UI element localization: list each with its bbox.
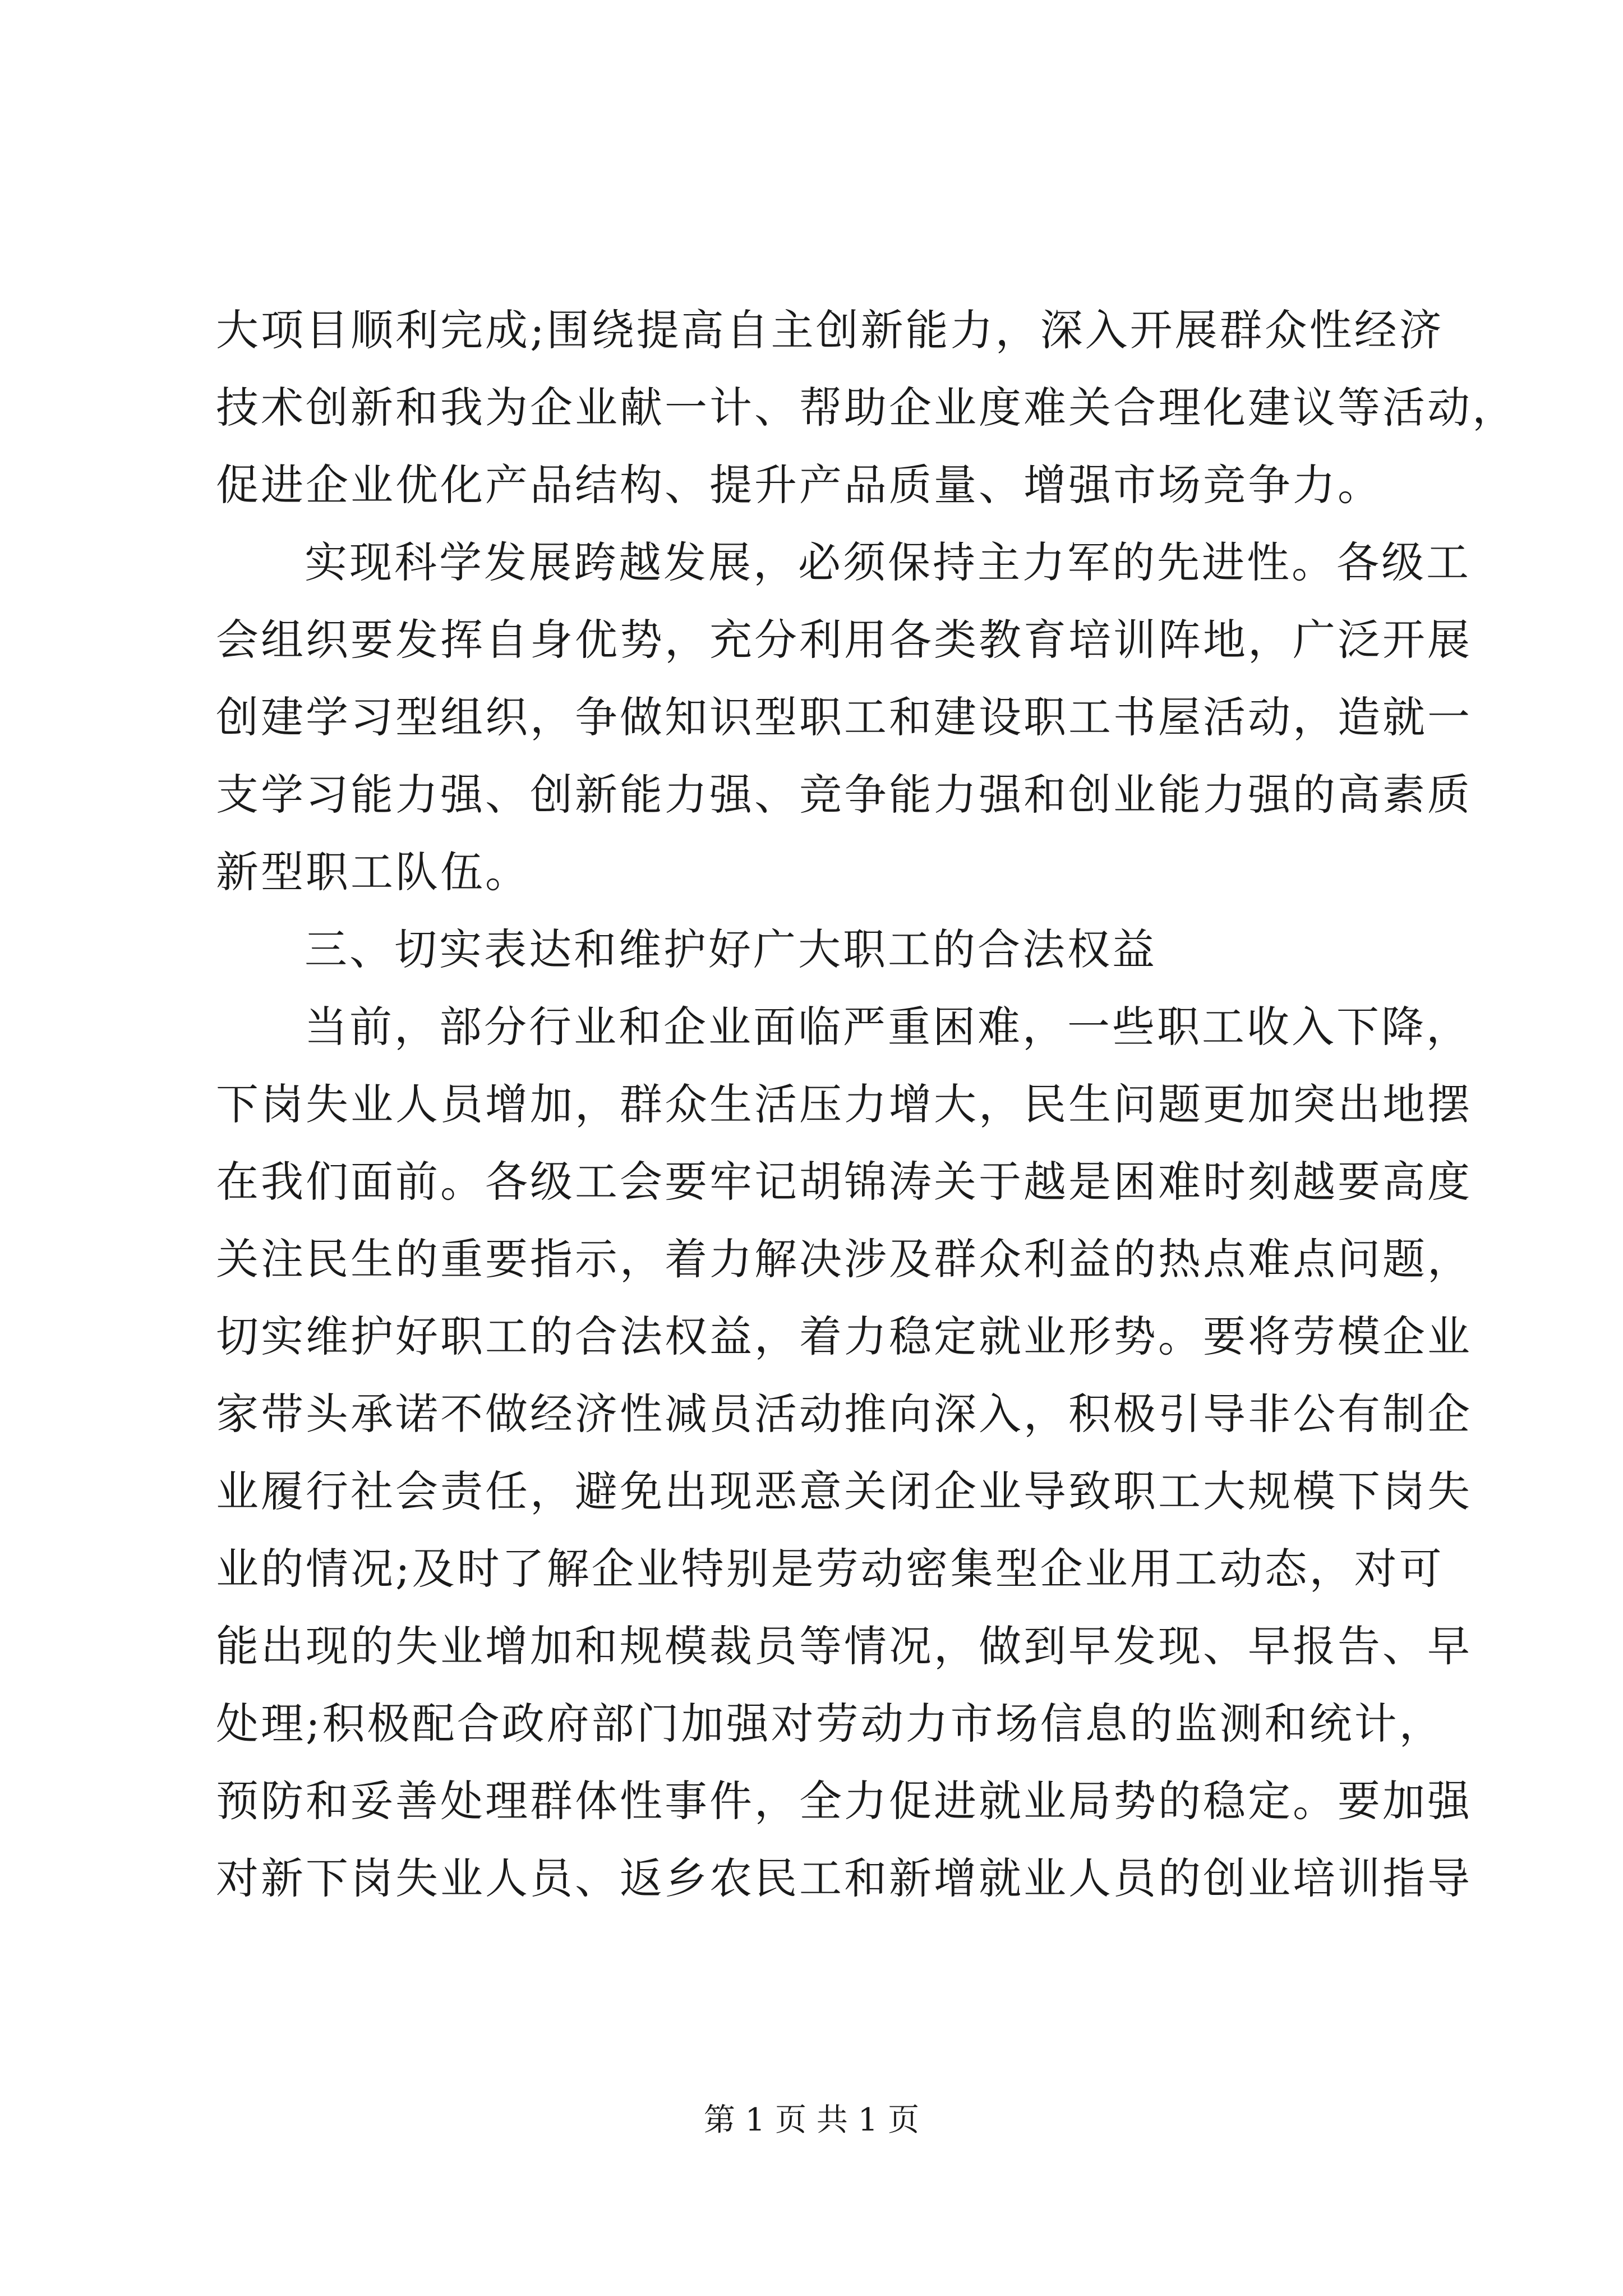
text-line: 处理;积极配合政府部门加强对劳动力市场信息的监测和统计， <box>216 1699 1444 1749</box>
text-line: 预防和妥善处理群体性事件，全力促进就业局势的稳定。要加强 <box>216 1776 1472 1826</box>
text-line: 创建学习型组织，争做知识型职工和建设职工书屋活动，造就一 <box>216 692 1472 742</box>
text-line: 新型职工队伍。 <box>216 847 530 897</box>
text-line: 技术创新和我为企业献一计、帮助企业度难关合理化建议等活动， <box>216 383 1517 432</box>
text-line: 促进企业优化产品结构、提升产品质量、增强市场竞争力。 <box>216 460 1382 510</box>
text-line: 对新下岗失业人员、返乡农民工和新增就业人员的创业培训指导 <box>216 1853 1472 1903</box>
page-number-footer: 第 1 页 共 1 页 <box>703 2102 920 2138</box>
document-body <box>216 292 1517 1917</box>
text-line: 家带头承诺不做经济性减员活动推向深入，积极引导非公有制企 <box>216 1389 1472 1439</box>
text-line: 能出现的失业增加和规模裁员等情况，做到早发现、早报告、早 <box>216 1621 1472 1671</box>
text-line: 下岗失业人员增加，群众生活压力增大，民生问题更加突出地摆 <box>216 1079 1472 1129</box>
text-line: 大项目顺利完成;围绕提高自主创新能力，深入开展群众性经济 <box>216 305 1444 355</box>
paragraph-first-line: 实现科学发展跨越发展，必须保持主力军的先进性。各级工 <box>305 537 1471 587</box>
section-heading: 三、切实表达和维护好广大职工的合法权益 <box>305 924 1157 974</box>
text-line: 业的情况;及时了解企业特别是劳动密集型企业用工动态，对可 <box>216 1544 1444 1594</box>
text-line: 支学习能力强、创新能力强、竞争能力强和创业能力强的高素质 <box>216 770 1472 820</box>
text-line: 切实维护好职工的合法权益，着力稳定就业形势。要将劳模企业 <box>216 1312 1472 1361</box>
text-line: 业履行社会责任，避免出现恶意关闭企业导致职工大规模下岗失 <box>216 1466 1472 1516</box>
text-line: 会组织要发挥自身优势，充分利用各类教育培训阵地，广泛开展 <box>216 615 1472 665</box>
paragraph-first-line: 当前，部分行业和企业面临严重困难，一些职工收入下降， <box>305 1002 1471 1052</box>
text-line: 关注民生的重要指示，着力解决涉及群众利益的热点难点问题， <box>216 1234 1472 1284</box>
text-line: 在我们面前。各级工会要牢记胡锦涛关于越是困难时刻越要高度 <box>216 1157 1472 1207</box>
